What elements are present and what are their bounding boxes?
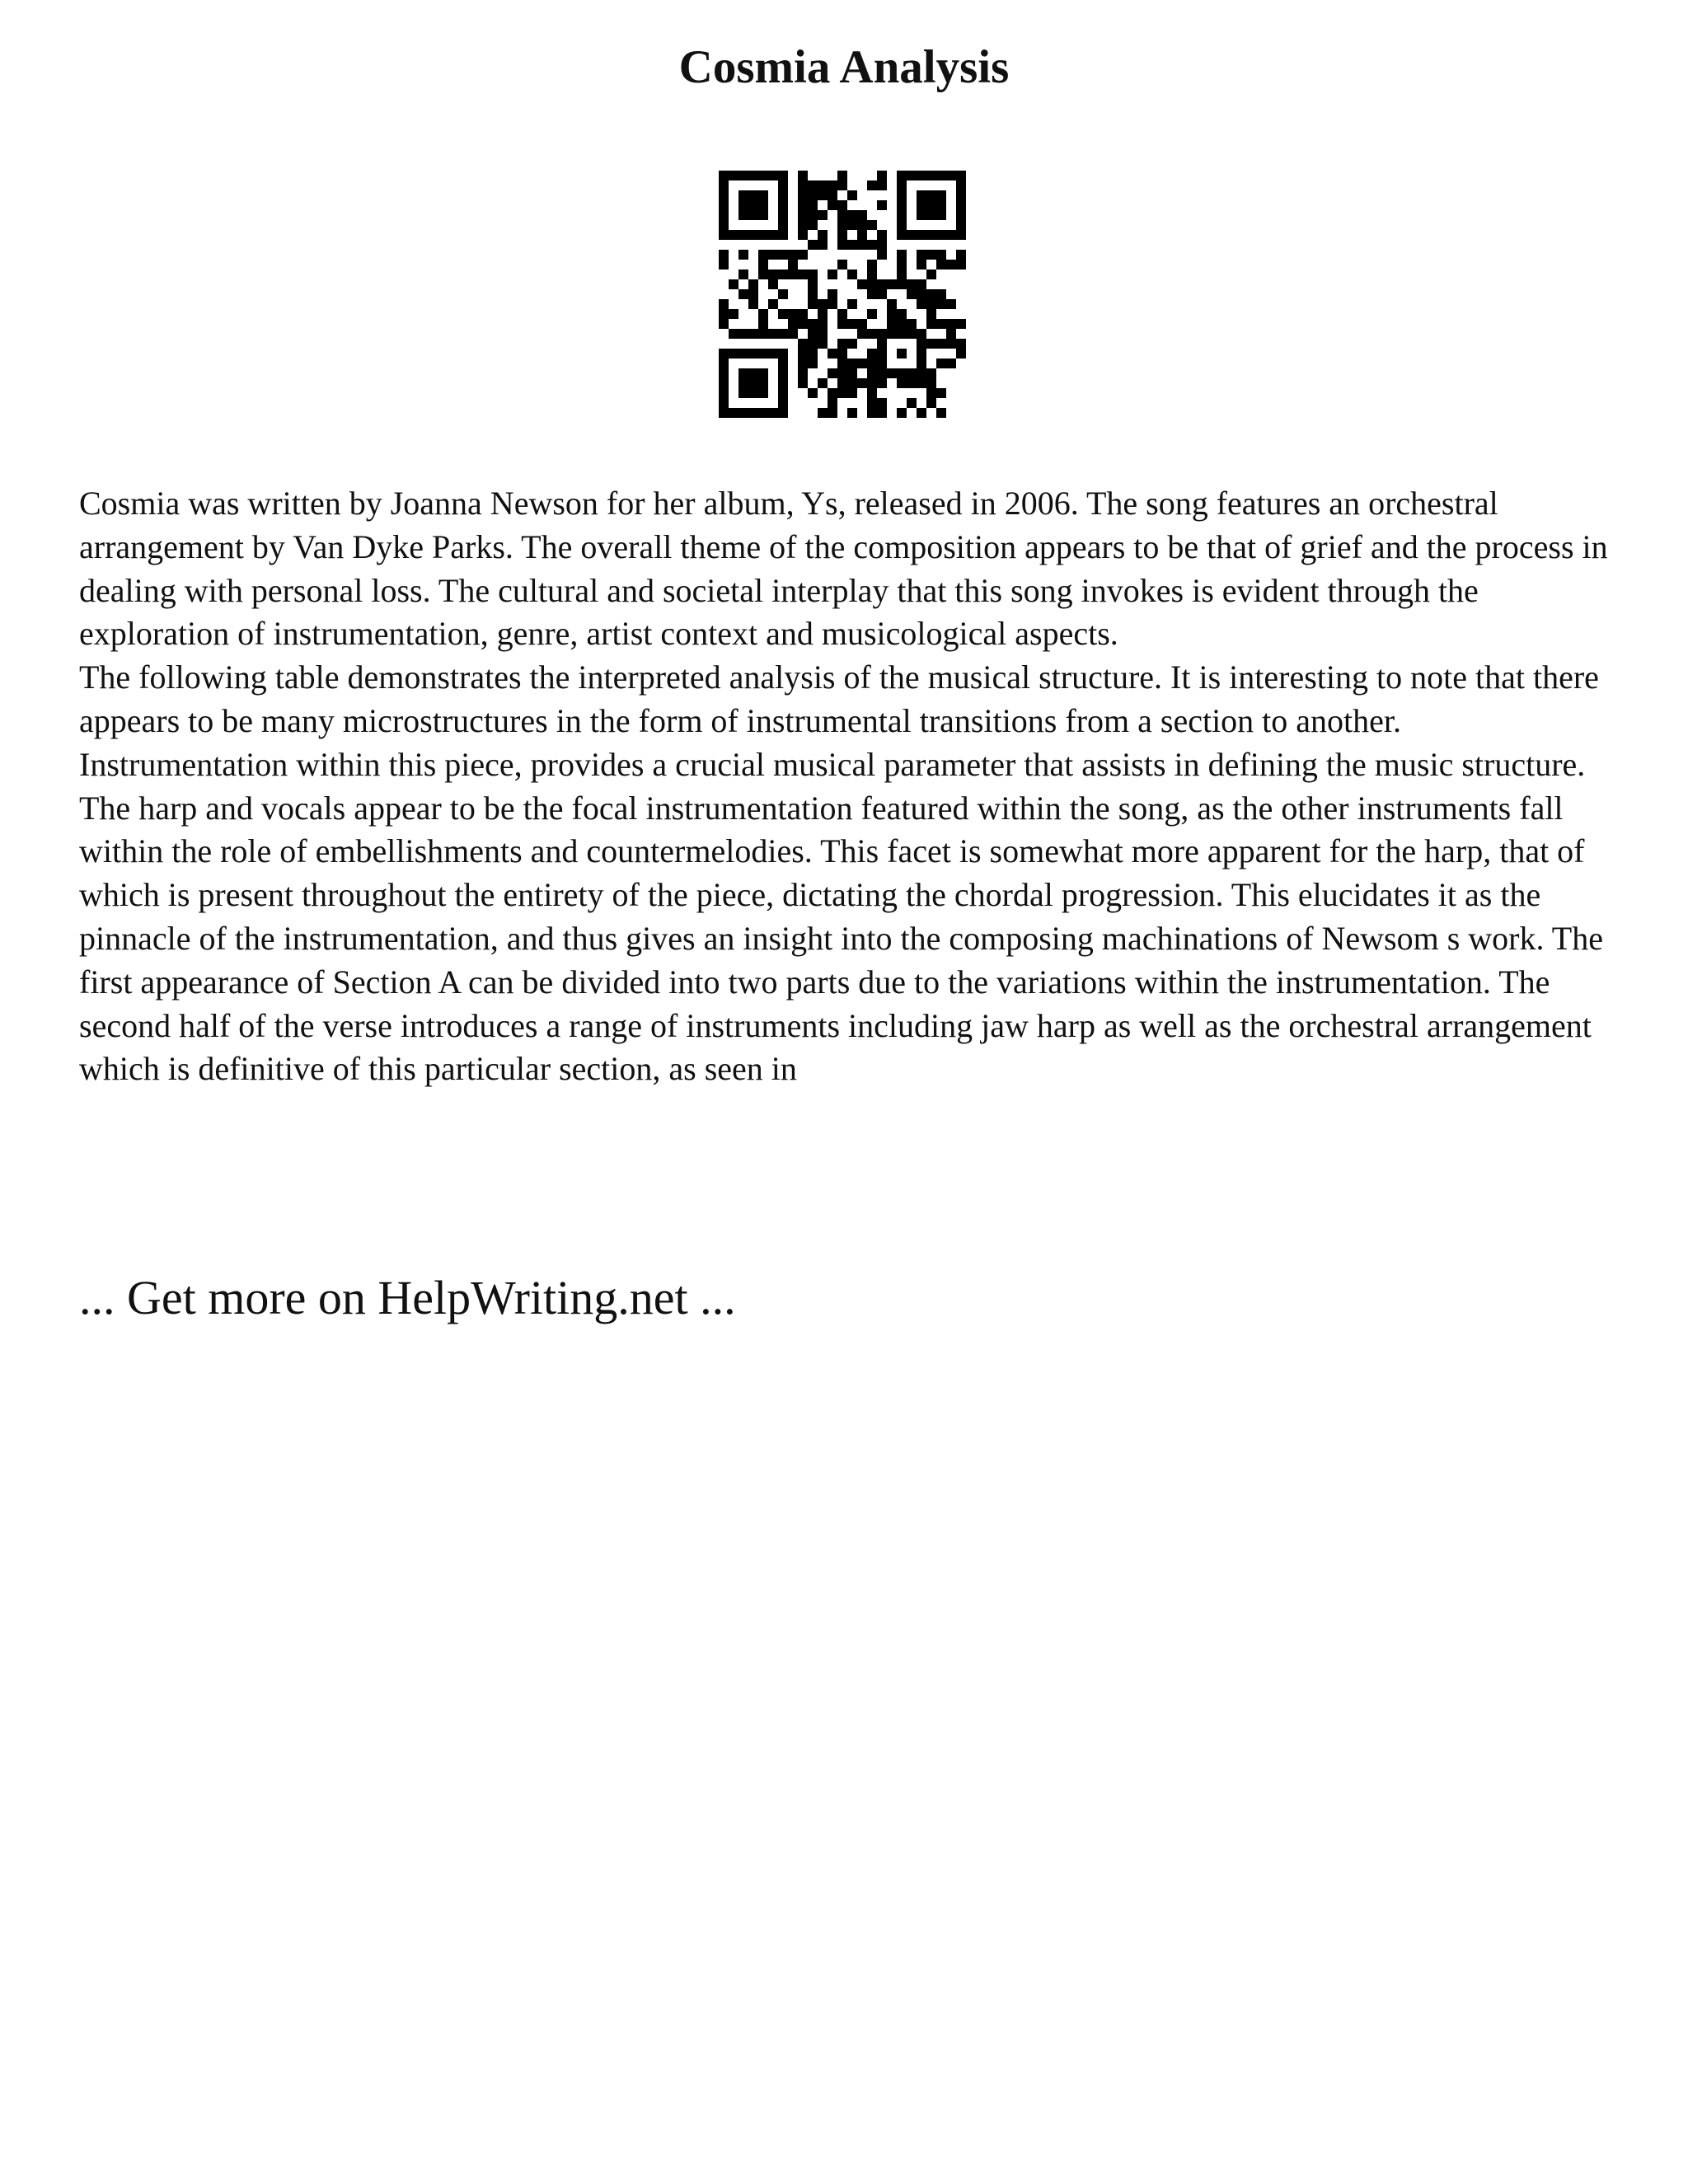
paragraph-instrumentation: Instrumentation within this piece, provides a crucial musical parameter that assists in defining the music structure. The harp and vocals appear to be the focal instrumentation featured within the song, as the other instruments fall within the role of embellishments and countermelodies. This facet is somewhat more apparent for the harp, that of which is present throughout the entirety of the piece, dictating the chordal progression. This elucidates it as the pinnacle of the instrumentation, and thus gives an insight into the composing machinations of Newsom s work. The first appearance of Section A can be divided into two parts due to the variations within the instrumentation. The second half of the verse introduces a range of instruments including jaw harp as well as the orchestral arrangement which is definitive of this particular section, as seen in — [79, 745, 1603, 1088]
get-more-link[interactable]: ... Get more on HelpWriting.net ... — [79, 1271, 736, 1324]
paragraph-intro: Cosmia was written by Joanna Newson for her album, Ys, released in 2006. The song features an orchestral arrangement by Van Dyke Parks. The overall theme of the composition appears to be that of grief and the process in dealing with personal loss. The cultural and societal interplay that this song invokes is evident through the exploration of instrumentation, genre, artist context and musicological aspects. — [79, 485, 1608, 653]
article-body — [79, 482, 1629, 1091]
qr-code-icon — [719, 171, 966, 418]
qr-code-image — [719, 171, 966, 418]
page-title: Cosmia Analysis — [678, 41, 1010, 93]
paragraph-structure: The following table demonstrates the interpreted analysis of the musical structure. It is interesting to note that there appears to be many microstructures in the form of instrumental transitions from a section to another. — [79, 658, 1599, 739]
